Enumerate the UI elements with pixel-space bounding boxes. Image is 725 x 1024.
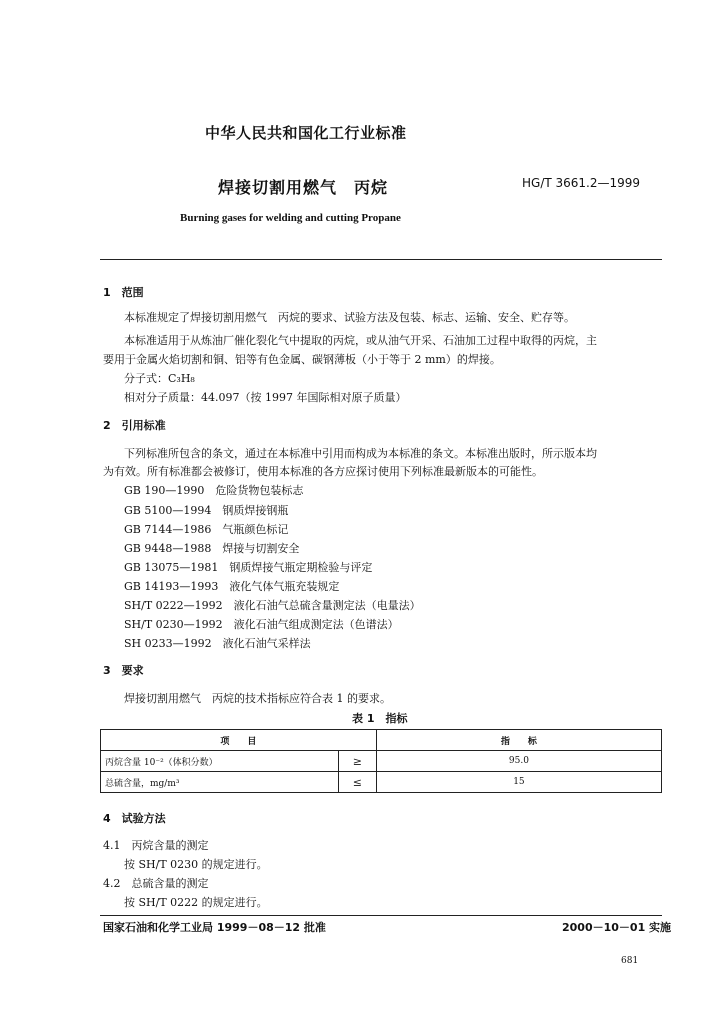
section-1-heading: 1 范围: [103, 286, 144, 299]
table-row: [101, 751, 662, 772]
footer-rule: [100, 915, 662, 916]
references-paragraph-line-2: 为有效。所有标准都会被修订，使用本标准的各方应探讨使用下列标准最新版本的可能性。: [103, 465, 543, 478]
reference-item: SH 0233—1992 液化石油气采样法: [124, 637, 311, 650]
table-cell-item: 总硫含量，mg/m³: [101, 772, 339, 793]
scope-paragraph-2-line-2: 要用于金属火焰切割和铜、铝等有色金属、碳钢薄板（小于等于 2 mm）的焊接。: [103, 353, 501, 366]
implementation-date: 2000－10－01 实施: [562, 921, 672, 934]
english-title: Burning gases for welding and cutting Propane: [180, 212, 401, 224]
table-header-value: 指 标: [376, 730, 661, 751]
header-rule: [100, 259, 662, 260]
subsection-4-1-text: 按 SH/T 0230 的规定进行。: [124, 858, 268, 871]
subsection-4-1-heading: 4.1 丙烷含量的测定: [103, 839, 209, 852]
section-3-heading: 3 要求: [103, 664, 144, 677]
reference-item: GB 9448—1988 焊接与切割安全: [124, 542, 300, 555]
table-cell-item: 丙烷含量 10⁻²（体积分数）: [101, 751, 339, 772]
table-header-item: 项 目: [101, 730, 377, 751]
table-header-row: [101, 730, 662, 751]
document-code: HG/T 3661.2—1999: [522, 176, 641, 190]
scope-paragraph-1: 本标准规定了焊接切割用燃气 丙烷的要求、试验方法及包装、标志、运输、安全、贮存等。: [124, 311, 575, 324]
requirements-paragraph: 焊接切割用燃气 丙烷的技术指标应符合表 1 的要求。: [124, 692, 391, 705]
reference-item: GB 7144—1986 气瓶颜色标记: [124, 523, 289, 536]
approval-line: 国家石油和化学工业局 1999－08－12 批准: [103, 921, 326, 934]
page-number: 681: [621, 956, 639, 966]
specification-table: [100, 729, 662, 793]
subsection-4-2-heading: 4.2 总硫含量的测定: [103, 877, 209, 890]
table-cell-symbol: ≤: [338, 772, 376, 793]
document-title: 焊接切割用燃气 丙烷: [218, 178, 389, 197]
molecular-mass: 相对分子质量：44.097（按 1997 年国际相对原子质量）: [124, 391, 407, 404]
section-2-heading: 2 引用标准: [103, 419, 166, 432]
reference-item: GB 14193—1993 液化气体气瓶充装规定: [124, 580, 340, 593]
subsection-4-2-text: 按 SH/T 0222 的规定进行。: [124, 896, 268, 909]
reference-item: SH/T 0222—1992 液化石油气总硫含量测定法（电量法）: [124, 599, 421, 612]
references-paragraph-line-1: 下列标准所包含的条文，通过在本标准中引用而构成为本标准的条文。本标准出版时，所示版本均: [124, 447, 597, 460]
reference-item: SH/T 0230—1992 液化石油气组成测定法（色谱法）: [124, 618, 399, 631]
scope-paragraph-2-line-1: 本标准适用于从炼油厂催化裂化气中提取的丙烷，或从油气开采、石油加工过程中取得的丙烷，主: [124, 334, 597, 347]
molecular-formula: 分子式：C₃H₈: [124, 372, 195, 385]
reference-item: GB 190—1990 危险货物包装标志: [124, 484, 304, 497]
table-cell-value: 95.0: [376, 751, 661, 772]
table-caption: 表 1 指标: [352, 712, 408, 725]
table-cell-value: 15: [376, 772, 661, 793]
section-4-heading: 4 试验方法: [103, 812, 166, 825]
standard-title: 中华人民共和国化工行业标准: [205, 124, 407, 142]
table-cell-symbol: ≥: [338, 751, 376, 772]
reference-item: GB 13075—1981 钢质焊接气瓶定期检验与评定: [124, 561, 373, 574]
reference-item: GB 5100—1994 钢质焊接钢瓶: [124, 504, 289, 517]
table-row: [101, 772, 662, 793]
